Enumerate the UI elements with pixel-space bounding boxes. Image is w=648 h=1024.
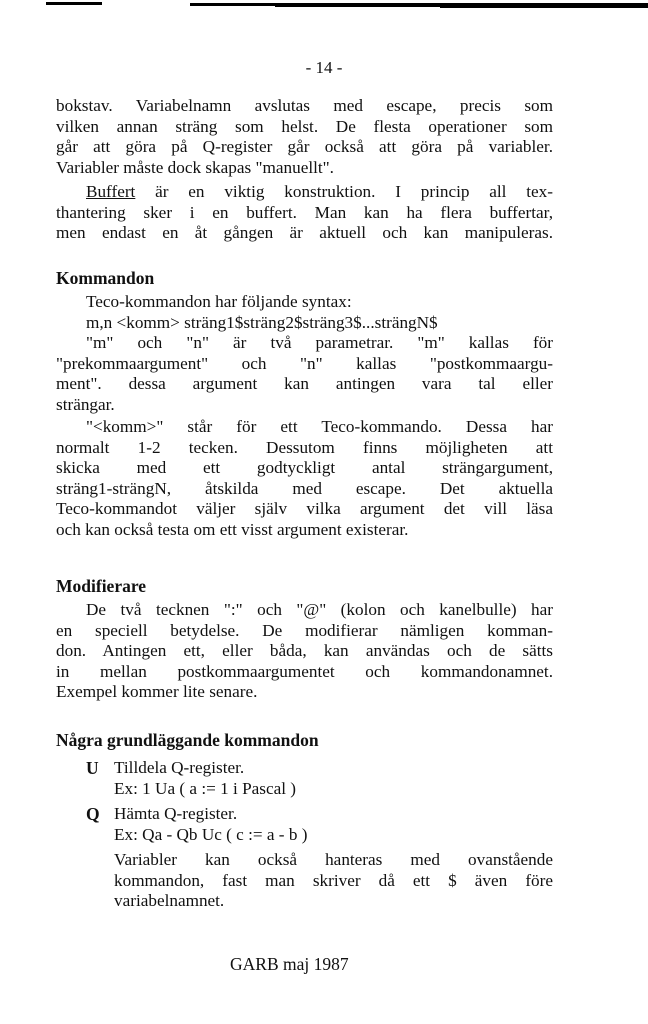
text-line: sträng1-strängN, åtskilda med escape. Det aktuella — [56, 478, 553, 498]
syntax-line: m,n <komm> sträng1$sträng2$sträng3$...strängN$ — [86, 312, 438, 332]
page-footer: GARB maj 1987 — [230, 954, 349, 974]
text-line: Teco-kommandot väljer själv vilka argument det vill läsa — [56, 499, 553, 518]
text-line: thantering sker i en buffert. Man kan ha flera buffertar, — [56, 202, 553, 222]
text-line: "m" och "n" är två parametrar. "m" kallas för — [86, 333, 553, 352]
text-line: och kan också testa om ett visst argument existerar. — [56, 519, 409, 539]
command-letter-u: U — [86, 758, 99, 778]
text-line: don. Antingen ett, eller båda, kan användas och de sätts — [56, 641, 553, 660]
command-description: Tilldela Q-register. — [114, 758, 245, 777]
text-line: strängar. — [56, 394, 115, 414]
text-line: in mellan postkommaargumentet och kommandonamnet. — [56, 661, 553, 681]
text-line: går att göra på Q-register går också att göra på variabler. — [56, 137, 553, 156]
command-letter-q: Q — [86, 804, 100, 824]
text-line: skicka med ett godtyckligt antal strängargument, — [56, 458, 553, 477]
buffert-paragraph — [56, 182, 553, 244]
command-u — [114, 758, 553, 799]
section-heading-modifierare: Modifierare — [56, 576, 147, 596]
buffert-term: Buffert — [86, 182, 136, 201]
text-line: bokstav. Variabelnamn avslutas med escape, precis som — [56, 96, 553, 115]
text-line: normalt 1-2 tecken. Dessutom finns möjligheten att — [56, 437, 553, 457]
page-number: - 14 - — [305, 58, 343, 77]
text-line: "prekommaargument" och "n" kallas "postkommaargu- — [56, 353, 553, 373]
scan-edge-artifact — [0, 0, 648, 12]
text-line: Buffert är en viktig konstruktion. I princip all tex- — [86, 182, 553, 201]
intro-paragraph — [56, 96, 553, 178]
text-line: en speciell betydelse. De modifierar nämligen komman- — [56, 620, 553, 640]
text-line: "<komm>" står för ett Teco-kommando. Dessa har — [86, 417, 553, 436]
command-q — [114, 804, 553, 845]
text-line: kommandon, fast man skriver då ett $ även före — [114, 870, 553, 890]
section-heading-grundlaggande: Några grundläggande kommandon — [56, 730, 319, 750]
command-description: Hämta Q-register. — [114, 804, 238, 823]
command-example: Ex: Qa - Qb Uc ( c := a - b ) — [114, 824, 308, 844]
variables-note — [114, 850, 553, 912]
command-example: Ex: 1 Ua ( a := 1 i Pascal ) — [114, 778, 296, 798]
syntax-intro: Teco-kommandon har följande syntax: — [86, 292, 352, 311]
modifierare-section — [56, 600, 553, 703]
text-line: men endast en åt gången är aktuell och kan manipuleras. — [56, 223, 553, 242]
text-line: ment". dessa argument kan antingen vara tal eller — [56, 374, 553, 393]
text-line: Variabler kan också hanteras med ovanstående — [114, 850, 553, 869]
text-line: Variabler måste dock skapas "manuellt". — [56, 157, 334, 177]
text-line: variabelnamnet. — [114, 891, 225, 910]
text-line: Exempel kommer lite senare. — [56, 682, 258, 701]
section-heading-kommandon: Kommandon — [56, 268, 155, 288]
kommandon-section — [56, 292, 553, 540]
text-line: De två tecknen ":" och "@" (kolon och kanelbulle) har — [86, 600, 553, 619]
text-line: vilken annan sträng som helst. De flesta operationer som — [56, 116, 553, 136]
